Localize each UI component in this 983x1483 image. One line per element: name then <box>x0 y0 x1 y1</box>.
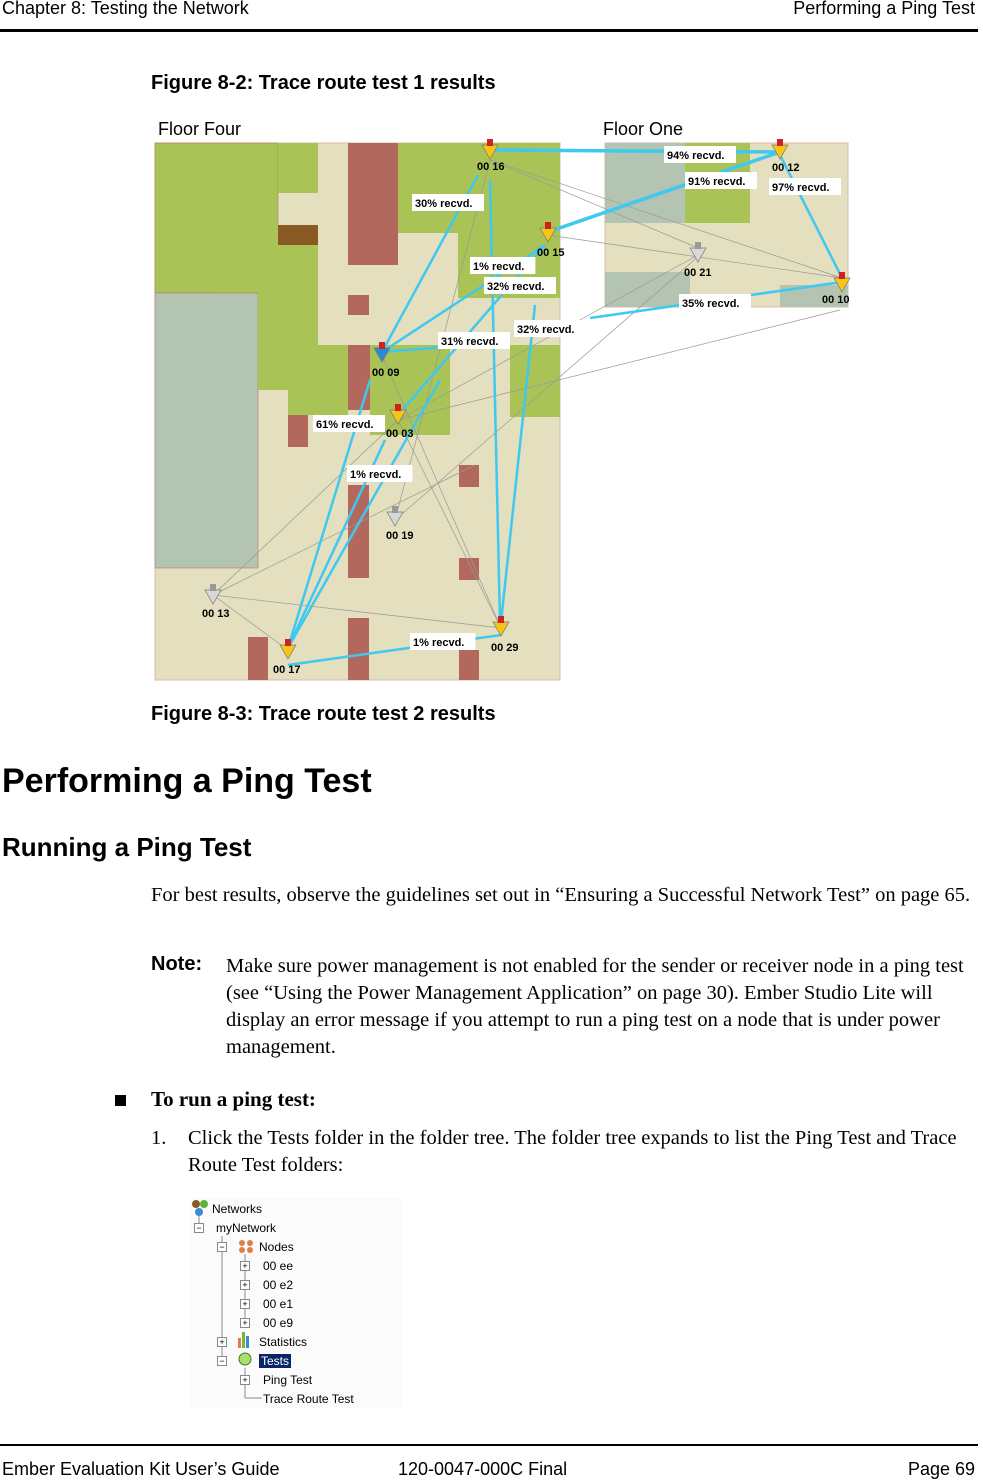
section-heading: Performing a Ping Test <box>2 762 372 800</box>
node-label: 00 17 <box>273 664 301 676</box>
running-header-chapter: Chapter 8: Testing the Network <box>2 0 249 18</box>
footer-page: Page 69 <box>907 1459 975 1479</box>
link-label: 30% recvd. <box>415 198 473 210</box>
node-label: 00 10 <box>822 294 850 306</box>
link-label: 35% recvd. <box>682 298 740 310</box>
floor-four-label: Floor Four <box>158 119 242 139</box>
link-label: 94% recvd. <box>667 150 725 162</box>
footer-docnum: 120-0047-000C Final <box>398 1459 568 1479</box>
note-text: Make sure power management is not enabled for the sender or receiver node in a ping test (see “Using the Power Management Application” on page 30). Ember Studio Lite will display an error message if you attempt to run a ping test on a node that is under power management. <box>226 955 964 1058</box>
step-number: 1. <box>151 1127 167 1149</box>
tree-item-mynetwork[interactable]: myNetwork <box>216 1221 277 1235</box>
link-label: 32% recvd. <box>517 324 575 336</box>
collapse-icon[interactable]: − <box>194 1223 204 1233</box>
node-label: 00 29 <box>491 642 519 654</box>
floor-one-label: Floor One <box>603 119 684 139</box>
expand-icon[interactable]: + <box>240 1375 250 1385</box>
node-label: 00 19 <box>386 530 414 542</box>
link-label: 1% recvd. <box>413 637 465 649</box>
expand-icon[interactable]: + <box>240 1318 250 1328</box>
node-label: 00 21 <box>684 267 712 279</box>
note-label: Note: <box>151 953 203 975</box>
procedure-title: To run a ping test: <box>151 1087 316 1111</box>
tree-item-nodes[interactable]: Nodes <box>259 1240 294 1254</box>
link-label: 32% recvd. <box>487 281 545 293</box>
header-rule <box>0 29 978 32</box>
tree-item-00-e1[interactable]: 00 e1 <box>263 1297 294 1311</box>
figure-caption: Figure 8-3: Trace route test 2 results <box>151 703 496 725</box>
link-label: 1% recvd. <box>473 261 525 273</box>
tree-item-00-e9[interactable]: 00 e9 <box>263 1316 294 1330</box>
figure-caption: Figure 8-2: Trace route test 1 results <box>151 72 496 94</box>
bullet-icon <box>115 1095 126 1106</box>
floor-one-plan <box>605 143 848 307</box>
subsection-heading: Running a Ping Test <box>2 832 252 862</box>
node-label: 00 16 <box>477 161 505 173</box>
link-label: 61% recvd. <box>316 419 374 431</box>
tree-item-00-ee[interactable]: 00 ee <box>263 1259 294 1273</box>
running-header-section: Performing a Ping Test <box>793 0 975 18</box>
collapse-icon[interactable]: − <box>217 1356 227 1366</box>
tree-item-networks[interactable]: Networks <box>212 1202 263 1216</box>
node-label: 00 03 <box>386 428 414 440</box>
collapse-icon[interactable]: − <box>217 1242 227 1252</box>
node-label: 00 13 <box>202 608 230 620</box>
footer-title: Ember Evaluation Kit User’s Guide <box>2 1459 280 1479</box>
folder-tree <box>190 1198 402 1408</box>
node-label: 00 09 <box>372 367 400 379</box>
tree-item-00-e2[interactable]: 00 e2 <box>263 1278 294 1292</box>
node-label: 00 12 <box>772 162 800 174</box>
expand-icon[interactable]: + <box>240 1280 250 1290</box>
footer-rule <box>0 1444 978 1446</box>
link-label: 1% recvd. <box>350 469 402 481</box>
link-label: 31% recvd. <box>441 336 499 348</box>
expand-icon[interactable]: + <box>240 1261 250 1271</box>
intro-paragraph: For best results, observe the guidelines set out in “Ensuring a Successful Network Test” on page 65. <box>151 884 971 906</box>
tree-item-tests[interactable]: Tests <box>261 1354 290 1368</box>
link-label: 91% recvd. <box>688 176 746 188</box>
expand-icon[interactable]: + <box>240 1299 250 1309</box>
link-label: 97% recvd. <box>772 182 830 194</box>
tree-item-ping-test[interactable]: Ping Test <box>263 1373 313 1387</box>
step-text: Click the Tests folder in the folder tree. The folder tree expands to list the Ping Test and Trace Route Test folders: <box>188 1127 957 1176</box>
trace-route-map <box>150 115 860 685</box>
expand-icon[interactable]: + <box>217 1337 227 1347</box>
node-label: 00 15 <box>537 247 565 259</box>
tree-item-trace-route-test[interactable]: Trace Route Test <box>263 1392 354 1406</box>
tree-item-statistics[interactable]: Statistics <box>259 1335 308 1349</box>
